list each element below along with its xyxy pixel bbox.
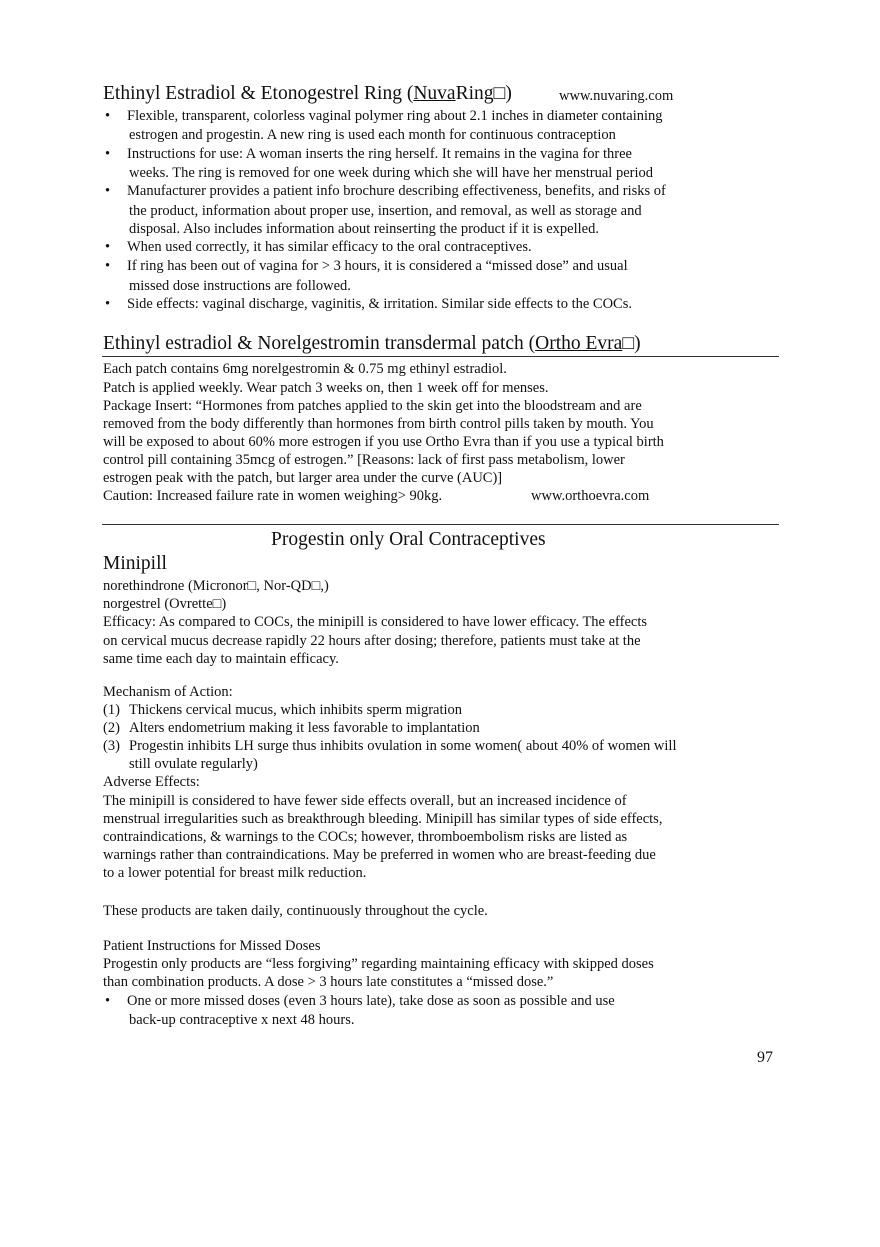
bullet-marker: • bbox=[105, 296, 111, 312]
moa-number: (3) bbox=[103, 738, 120, 754]
list-item-continuation: missed dose instructions are followed. bbox=[129, 278, 351, 294]
adverse-line: to a lower potential for breast milk reduction. bbox=[103, 865, 367, 881]
list-item: When used correctly, it has similar efficacy to the oral contraceptives. bbox=[127, 239, 532, 255]
moa-number: (1) bbox=[103, 702, 120, 718]
nuvaring-brand-rest: Ring bbox=[455, 83, 494, 104]
nuvaring-heading-close: ) bbox=[505, 83, 512, 104]
drug-line: norethindrone (Micronor□, Nor-QD□,) bbox=[103, 578, 329, 594]
efficacy-line: same time each day to maintain efficacy. bbox=[103, 651, 339, 667]
orthoevra-heading bbox=[103, 332, 641, 356]
list-item: Manufacturer provides a patient info brochure describing effectiveness, benefits, and risks of bbox=[127, 183, 666, 199]
bullet-marker: • bbox=[105, 993, 111, 1009]
missed-doses-title: Patient Instructions for Missed Doses bbox=[103, 938, 321, 954]
adverse-line: menstrual irregularities such as breakthrough bleeding. Minipill has similar types of side effects, bbox=[103, 811, 663, 827]
bullet-marker: • bbox=[105, 258, 111, 274]
bullet-marker: • bbox=[105, 183, 111, 199]
daily-note: These products are taken daily, continuously throughout the cycle. bbox=[103, 903, 488, 919]
orthoevra-heading-close: ) bbox=[634, 333, 641, 354]
list-item-continuation: disposal. Also includes information about reinserting the product if it is expelled. bbox=[129, 221, 599, 237]
bullet-marker: • bbox=[105, 239, 111, 255]
missed-doses-line: than combination products. A dose > 3 hours late constitutes a “missed dose.” bbox=[103, 974, 554, 990]
list-item: If ring has been out of vagina for > 3 hours, it is considered a “missed dose” and usual bbox=[127, 258, 628, 274]
trademark-symbol: □ bbox=[493, 83, 506, 104]
list-item: Side effects: vaginal discharge, vaginitis, & irritation. Similar side effects to the COCs. bbox=[127, 296, 632, 312]
list-item-continuation: estrogen and progestin. A new ring is used each month for continuous contraception bbox=[129, 127, 616, 143]
list-item-continuation: back-up contraceptive x next 48 hours. bbox=[129, 1012, 355, 1028]
paragraph-line: control pill containing 35mcg of estrogen.” [Reasons: lack of first pass metabolism, lower bbox=[103, 452, 625, 468]
paragraph-line: removed from the body differently than hormones from birth control pills taken by mouth. You bbox=[103, 416, 654, 432]
adverse-line: contraindications, & warnings to the COCs; however, thromboembolism risks are listed as bbox=[103, 829, 628, 845]
section-divider bbox=[102, 356, 779, 357]
trademark-symbol: □ bbox=[622, 333, 635, 354]
bullet-marker: • bbox=[105, 146, 111, 162]
section-divider bbox=[102, 524, 779, 525]
moa-item-continuation: still ovulate regularly) bbox=[129, 756, 258, 772]
efficacy-line: on cervical mucus decrease rapidly 22 hours after dosing; therefore, patients must take at the bbox=[103, 633, 641, 649]
orthoevra-brand-underlined: Ortho Evra bbox=[535, 333, 623, 354]
section-title: Progestin only Oral Contraceptives bbox=[271, 529, 546, 550]
page-number: 97 bbox=[757, 1049, 773, 1066]
nuvaring-brand-underlined: Nuva bbox=[413, 83, 456, 104]
adverse-line: The minipill is considered to have fewer side effects overall, but an increased incidence of bbox=[103, 793, 627, 809]
paragraph-line: estrogen peak with the patch, but larger area under the curve (AUC)] bbox=[103, 470, 503, 486]
nuvaring-heading-text: Ethinyl Estradiol & Etonogestrel Ring ( bbox=[103, 83, 414, 104]
adverse-title: Adverse Effects: bbox=[103, 774, 200, 790]
adverse-line: warnings rather than contraindications. May be preferred in women who are breast-feeding due bbox=[103, 847, 656, 863]
nuvaring-heading bbox=[103, 82, 512, 106]
drug-line: norgestrel (Ovrette□) bbox=[103, 596, 227, 612]
moa-number: (2) bbox=[103, 720, 120, 736]
list-item-continuation: weeks. The ring is removed for one week during which she will have her menstrual period bbox=[129, 165, 653, 181]
moa-item: Alters endometrium making it less favorable to implantation bbox=[129, 720, 480, 736]
bullet-marker: • bbox=[105, 108, 111, 124]
list-item-continuation: the product, information about proper use, insertion, and removal, as well as storage and bbox=[129, 203, 642, 219]
efficacy-line: Efficacy: As compared to COCs, the minipill is considered to have lower efficacy. The effects bbox=[103, 614, 647, 630]
moa-item: Thickens cervical mucus, which inhibits sperm migration bbox=[129, 702, 463, 718]
moa-title: Mechanism of Action: bbox=[103, 684, 233, 700]
list-item: One or more missed doses (even 3 hours late), take dose as soon as possible and use bbox=[127, 993, 615, 1009]
caution-text: Caution: Increased failure rate in women weighing> 90kg. bbox=[103, 488, 443, 504]
paragraph-line: Patch is applied weekly. Wear patch 3 weeks on, then 1 week off for menses. bbox=[103, 380, 549, 396]
moa-item: Progestin inhibits LH surge thus inhibits ovulation in some women( about 40% of women will bbox=[129, 738, 677, 754]
nuvaring-website: www.nuvaring.com bbox=[559, 88, 674, 104]
orthoevra-website: www.orthoevra.com bbox=[531, 488, 650, 504]
paragraph-line: will be exposed to about 60% more estrogen if you use Ortho Evra than if you use a typical birth bbox=[103, 434, 664, 450]
minipill-heading: Minipill bbox=[103, 553, 167, 574]
list-item: Instructions for use: A woman inserts the ring herself. It remains in the vagina for three bbox=[127, 146, 632, 162]
orthoevra-heading-text: Ethinyl estradiol & Norelgestromin transdermal patch ( bbox=[103, 333, 536, 354]
paragraph-line: Each patch contains 6mg norelgestromin & 0.75 mg ethinyl estradiol. bbox=[103, 361, 507, 377]
missed-doses-line: Progestin only products are “less forgiving” regarding maintaining efficacy with skipped doses bbox=[103, 956, 654, 972]
list-item: Flexible, transparent, colorless vaginal polymer ring about 2.1 inches in diameter containing bbox=[127, 108, 663, 124]
paragraph-line: Package Insert: “Hormones from patches applied to the skin get into the bloodstream and are bbox=[103, 398, 642, 414]
